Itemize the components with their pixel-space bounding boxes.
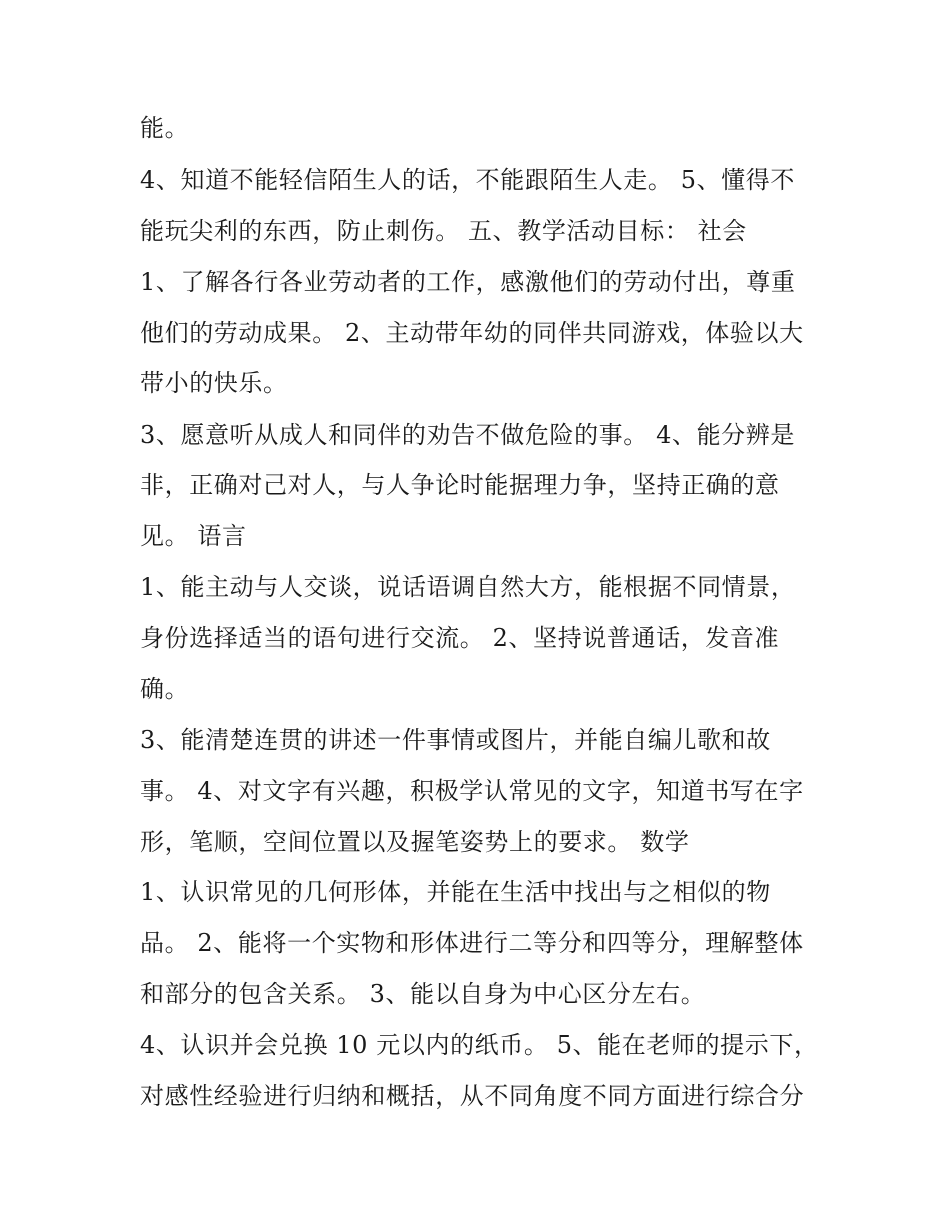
text-line: 他们的劳动成果。 2、主动带年幼的同伴共同游戏，体验以大 (140, 319, 804, 347)
text-line: 确。 (140, 675, 190, 703)
text-line: 3、愿意听从成人和同伴的劝告不做危险的事。 4、能分辨是 (140, 421, 795, 449)
text-line: 1、了解各行各业劳动者的工作，感激他们的劳动付出，尊重 (140, 268, 796, 296)
text-line: 事。 4、对文字有兴趣，积极学认常见的文字，知道书写在字 (140, 777, 804, 805)
text-line: 见。 语言 (140, 522, 247, 550)
text-line: 带小的快乐。 (140, 369, 288, 397)
text-line: 1、认识常见的几何形体，并能在生活中找出与之相似的物 (140, 878, 771, 906)
text-line: 能。 (140, 114, 190, 142)
text-line: 品。 2、能将一个实物和形体进行二等分和四等分，理解整体 (140, 929, 804, 957)
text-line: 能玩尖利的东西，防止刺伤。 五、教学活动目标： 社会 (140, 217, 747, 245)
text-line: 形，笔顺，空间位置以及握笔姿势上的要求。 数学 (140, 828, 690, 856)
text-line: 非，正确对己对人，与人争论时能据理力争，坚持正确的意 (140, 471, 780, 499)
text-line: 和部分的包含关系。 3、能以自身为中心区分左右。 (140, 980, 706, 1008)
text-line: 对感性经验进行归纳和概括，从不同角度不同方面进行综合分 (140, 1082, 805, 1110)
text-line: 身份选择适当的语句进行交流。 2、坚持说普通话，发音准 (140, 624, 780, 652)
text-line: 4、认识并会兑换 10 元以内的纸币。 5、能在老师的提示下， (140, 1031, 819, 1059)
text-line: 1、能主动与人交谈，说话语调自然大方，能根据不同情景， (140, 573, 796, 601)
text-line: 3、能清楚连贯的讲述一件事情或图片，并能自编儿歌和故 (140, 726, 771, 754)
text-line: 4、知道不能轻信陌生人的话，不能跟陌生人走。 5、懂得不 (140, 166, 795, 194)
